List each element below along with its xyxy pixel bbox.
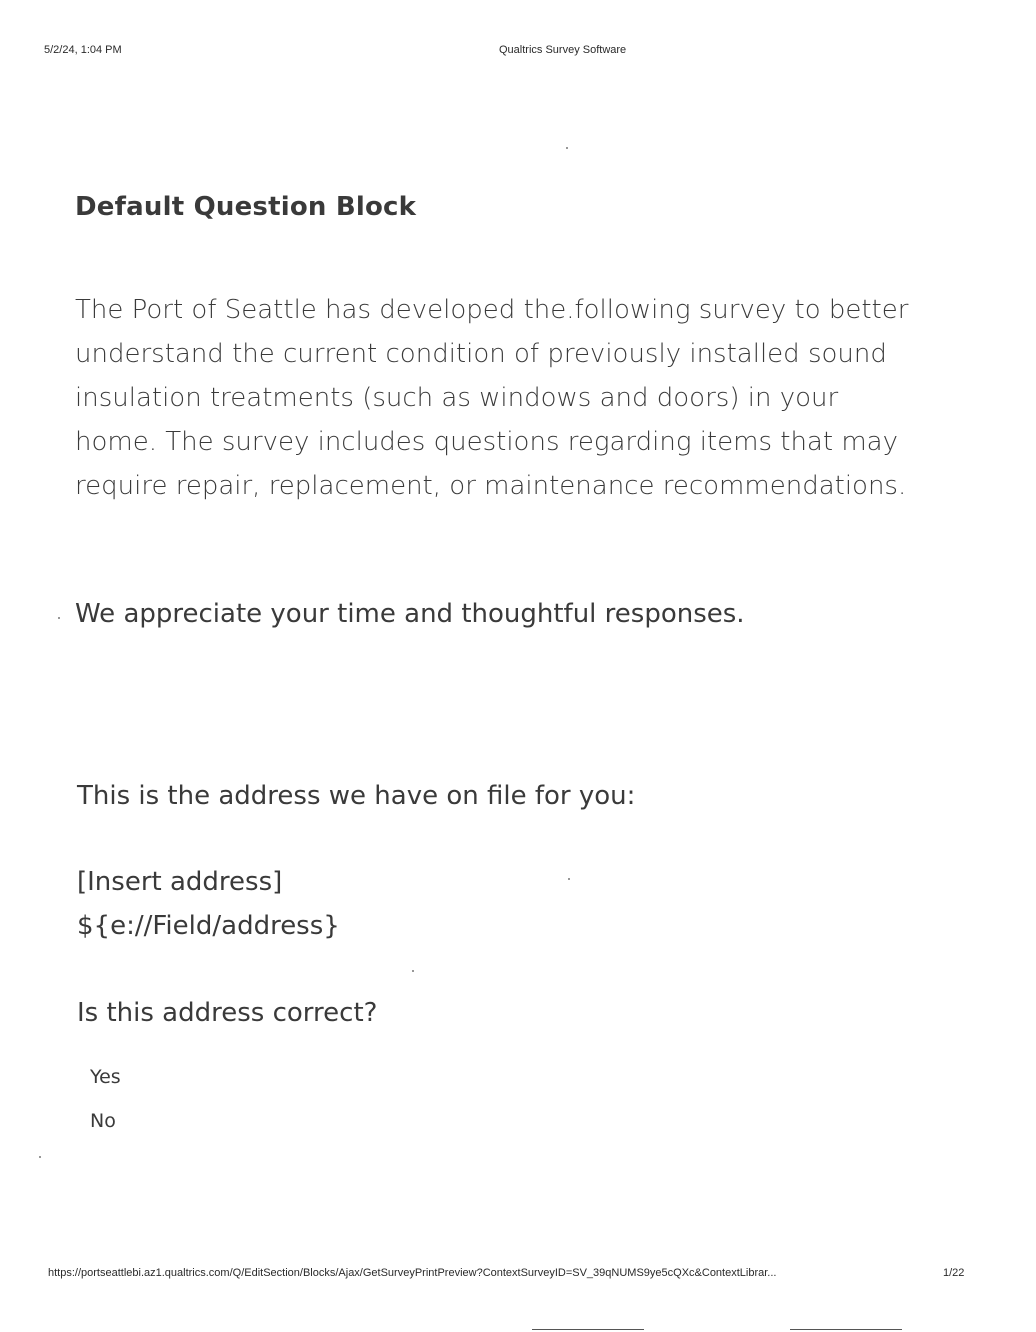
print-title: Qualtrics Survey Software (499, 44, 627, 56)
address-block (77, 860, 340, 948)
question-text: Is this address correct? (77, 998, 378, 1028)
scan-speck (39, 1156, 41, 1158)
page-number: 1/22 (943, 1267, 965, 1279)
scan-speck (566, 147, 568, 149)
appreciation-text: We appreciate your time and thoughtful responses. (75, 599, 745, 629)
scan-speck (568, 878, 570, 880)
address-intro: This is the address we have on file for you: (77, 781, 636, 811)
choice-yes[interactable]: Yes (90, 1066, 121, 1088)
print-date: 5/2/24, 1:04 PM (44, 44, 122, 56)
address-placeholder: [Insert address] (77, 867, 283, 897)
scan-artifact-line (532, 1329, 644, 1330)
print-url: https://portseattlebi.az1.qualtrics.com/Q/EditSection/Blocks/Ajax/GetSurveyPrintPreview?ContextSurveyID=SV_39qNUMS9ye5cQXc&ContextLibrar... (48, 1267, 777, 1279)
address-field: ${e://Field/address} (77, 911, 340, 941)
scan-artifact-line (790, 1329, 902, 1330)
scan-speck (412, 970, 414, 972)
choice-no[interactable]: No (90, 1110, 116, 1132)
print-footer (0, 1267, 1036, 1283)
print-header (0, 44, 1036, 60)
block-title: Default Question Block (75, 192, 417, 222)
intro-paragraph: The Port of Seattle has developed the.following survey to better understand the current condition of previously installed sound insulation treatments (such as windows and doors) in your home. The survey includes questions regarding items that may require repair, replacement, or maintenance recommendations. (75, 295, 909, 501)
scan-speck (58, 617, 60, 619)
